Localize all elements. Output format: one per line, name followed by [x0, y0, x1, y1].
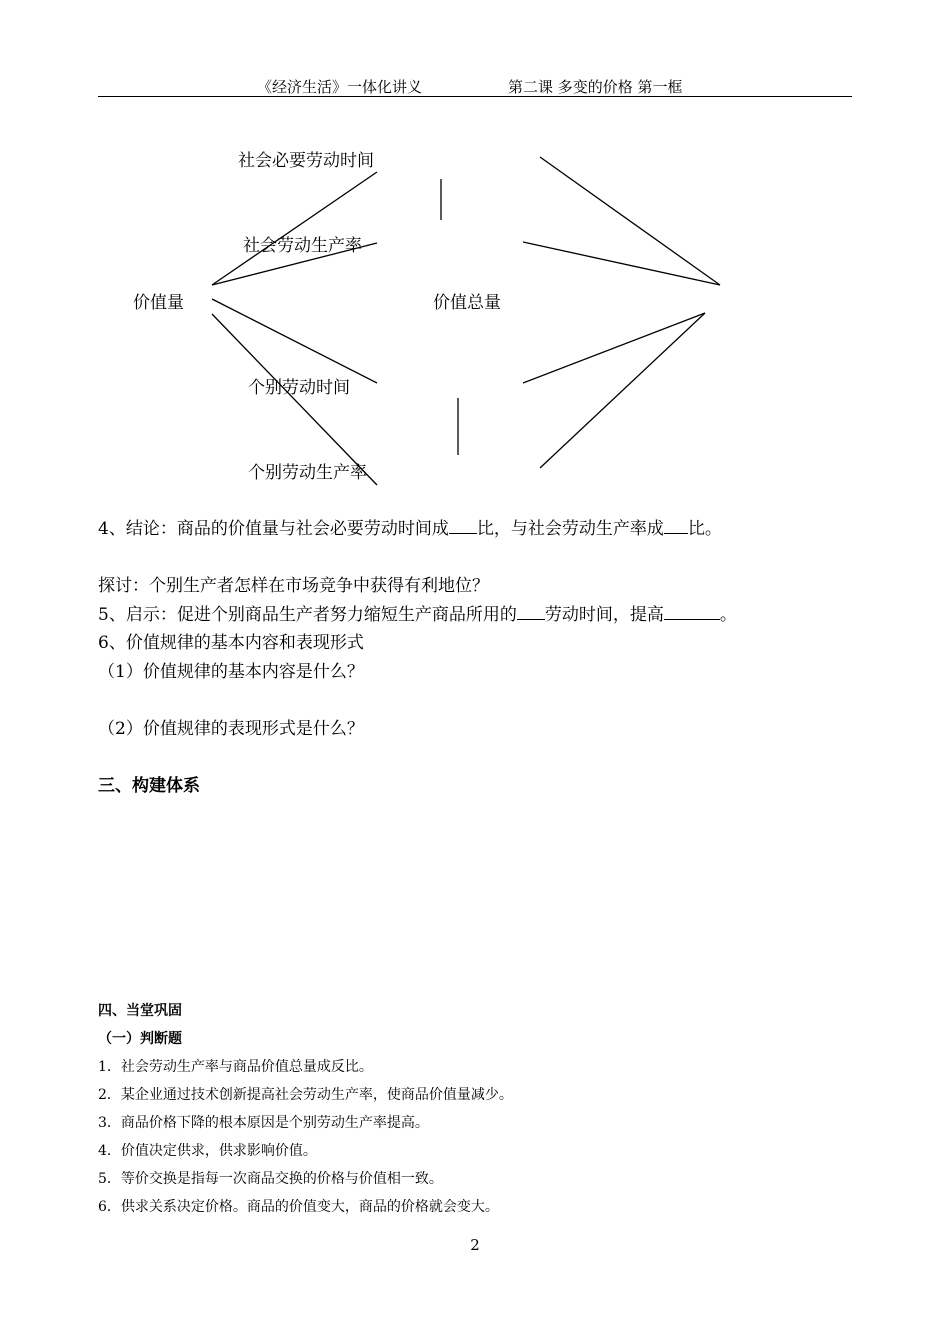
section-4-heading: 四、当堂巩固: [98, 1003, 182, 1019]
judgment-item: 4．价值决定供求，供求影响价值。: [98, 1143, 317, 1159]
line-individual-productivity-to-right: [540, 313, 705, 468]
header-left: 《经济生活》一体化讲义: [257, 78, 423, 96]
label-individual-productivity: 个别劳动生产率: [248, 463, 367, 483]
conclusion-line: [98, 514, 722, 539]
line-individual-time-to-right: [523, 313, 705, 383]
line-value-to-individual-time: [212, 299, 377, 383]
label-individual-time: 个别劳动时间: [248, 378, 350, 398]
label-total-value: 价值总量: [433, 293, 501, 313]
label-value-quantity: 价值量: [133, 293, 184, 313]
fill-blank[interactable]: [449, 515, 477, 534]
question-1: （1）价值规律的基本内容是什么？: [98, 662, 364, 682]
judgment-item: 5．等价交换是指每一次商品交换的价格与价值相一致。: [98, 1171, 443, 1187]
fill-blank[interactable]: [664, 601, 720, 620]
inspiration-part2: 劳动时间，提高: [544, 605, 664, 625]
inspiration-part3: 。: [719, 605, 737, 625]
label-social-necessary-time: 社会必要劳动时间: [238, 151, 374, 171]
relationship-diagram: [0, 0, 950, 520]
header-right: 第二课 多变的价格 第一框: [508, 78, 683, 96]
conclusion-part2: 比，与社会劳动生产率成: [476, 519, 664, 539]
judgment-item: 1．社会劳动生产率与商品价值总量成反比。: [98, 1059, 373, 1075]
judgment-item: 2．某企业通过技术创新提高社会劳动生产率，使商品价值量减少。: [98, 1087, 513, 1103]
judgment-item: 6．供求关系决定价格。商品的价值变大，商品的价格就会变大。: [98, 1199, 499, 1215]
fill-blank[interactable]: [517, 601, 545, 620]
judgment-item: 3．商品价格下降的根本原因是个别劳动生产率提高。: [98, 1115, 429, 1131]
inspiration-line: [98, 600, 737, 625]
inspiration-part1: 5、启示：促进个别商品生产者努力缩短生产商品所用的: [98, 605, 517, 625]
label-social-productivity: 社会劳动生产率: [243, 236, 362, 256]
conclusion-part3: 比。: [687, 519, 722, 539]
item-6-line: 6、价值规律的基本内容和表现形式: [98, 633, 364, 653]
question-2: （2）价值规律的表现形式是什么？: [98, 719, 364, 739]
fill-blank[interactable]: [664, 515, 688, 534]
discussion-line: 探讨：个别生产者怎样在市场竞争中获得有利地位？: [98, 576, 489, 596]
section-3-heading: 三、构建体系: [98, 776, 200, 796]
judgment-subheading: （一）判断题: [98, 1031, 182, 1047]
line-value-to-social-time: [212, 172, 377, 285]
page-number: 2: [470, 1236, 480, 1254]
conclusion-part1: 4、结论：商品的价值量与社会必要劳动时间成: [98, 519, 449, 539]
